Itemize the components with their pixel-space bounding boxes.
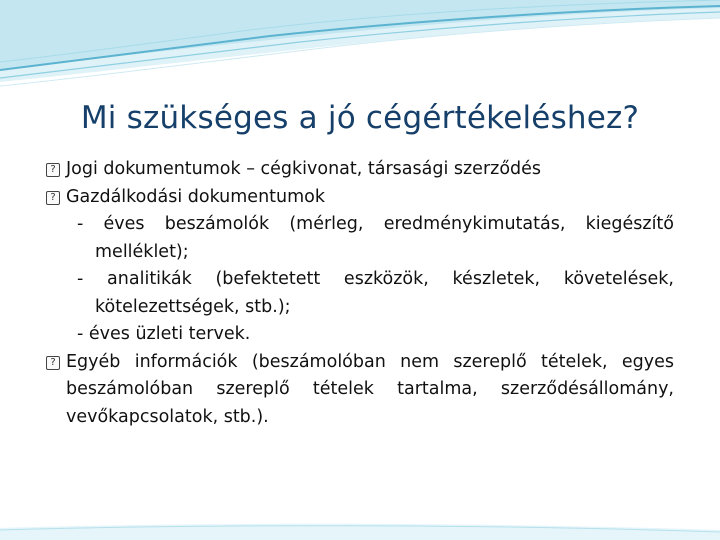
sub-item: - éves üzleti tervek. — [77, 324, 251, 344]
bullet-text: Jogi dokumentumok – cégkivonat, társasági szerződés — [66, 159, 542, 179]
missing-glyph-bullet-icon: ? — [46, 356, 60, 370]
bullet-text: Gazdálkodási dokumentumok — [66, 186, 326, 207]
missing-glyph-bullet-icon: ? — [46, 163, 60, 177]
bullet-item — [46, 184, 674, 212]
bullet-item — [46, 349, 674, 432]
footer-wave-decoration — [0, 518, 720, 540]
sub-item: - analitikák (befektetett eszközök, készletek, követelések, kötelezettségek, stb.); — [77, 269, 674, 317]
bullet-item — [46, 156, 674, 184]
slide-title: Mi szükséges a jó cégértékeléshez? — [80, 100, 640, 136]
missing-glyph-bullet-icon: ? — [46, 191, 60, 205]
header-wave-decoration — [0, 0, 720, 110]
sub-item: - éves beszámolók (mérleg, eredménykimutatás, kiegészítő melléklet); — [77, 214, 674, 262]
bullet-text: Egyéb információk (beszámolóban nem szereplő tételek, egyes beszámolóban szereplő tételek tartalma, szerződésállomány, vevőkapcsolatok, stb.). — [66, 351, 674, 427]
slide-body — [46, 156, 674, 431]
